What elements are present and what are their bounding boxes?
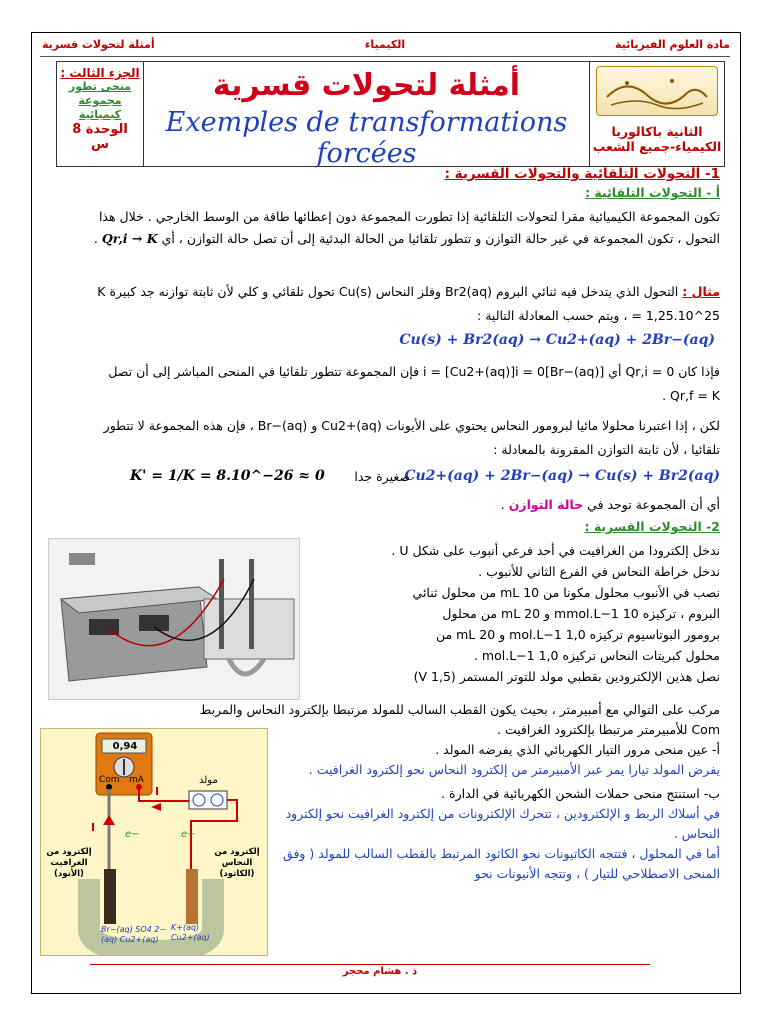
hours-label: س bbox=[91, 137, 109, 152]
question-b: ب- استنتج منحى حملات الشحن الكهربائية في الدارة . bbox=[441, 786, 720, 801]
subject-label: مادة العلوم الفيزيائية bbox=[614, 38, 730, 51]
answer-a: يفرض المولد تيارا يمر عبر الأمبيرمتر من إلكترود النحاس نحو إلكترود الغرافيت . bbox=[308, 762, 720, 777]
electron-label-right: e− bbox=[181, 829, 196, 840]
para-spontaneous: تكون المجموعة الكيميائية مقرا لتحولات التلقائية إذا تطورت المجموعة دون إعطائها طاقة من الوسط الخارجي . خلال هذا التحول ، تكون المجموعة في غير حالة التوازن و تتطور تلقائيا من الحالة البدئية إلى أن تصل حالة التوازن ، أي Qr,i → K . bbox=[93, 209, 720, 246]
current-label-top: I bbox=[155, 785, 160, 798]
apparatus-illustration bbox=[49, 539, 299, 699]
section1-heading: 1- التحولات التلقائية والتحولات القسرية : bbox=[444, 166, 720, 182]
level-label: الثانية باكالوريا bbox=[611, 124, 703, 139]
para-direct: فإذا كان Qr,i = 0 أي [Br−(aq)]i = [Cu2+(aq)]i = 0 فإن المجموعة تتطور تلقائيا في المنحى المباشر إلى أن تصل Qr,f = K . bbox=[108, 364, 720, 403]
ions-right: K+(aq) Cu2+(aq) bbox=[171, 923, 210, 942]
para-equilibrium: أي أن المجموعة توجد في حالة التوازن . bbox=[500, 497, 720, 512]
title-arabic: أمثلة لتحولات قسرية bbox=[212, 68, 521, 103]
title-box bbox=[143, 61, 590, 167]
graphite-electrode-label: إلكترود من الغرافيت (الأنود) bbox=[46, 847, 92, 879]
circuit-figure bbox=[40, 728, 268, 956]
chapter-label: أمثلة لتحولات قسرية bbox=[42, 38, 155, 51]
equation-1: Cu(s) + Br2(aq) → Cu2+(aq) + 2Br−(aq) bbox=[399, 332, 715, 348]
section2-sub: 2- التحولات القسرية : bbox=[584, 519, 720, 534]
ions-left: Br−(aq) SO4 2−(aq) Cu2+(aq) bbox=[101, 925, 167, 944]
current-label-left: I bbox=[91, 821, 96, 834]
footer-rule bbox=[90, 964, 650, 965]
ammeter-com-label: Com bbox=[99, 775, 120, 785]
para-copper-bromide: لكن ، إذا اعتبرنا محلولا مائيا لبرومور النحاس يحتوي على الأيونات Cu2+(aq) و Br−(aq) ، فإن هذه المجموعة لا تتطور تلقائيا ، لأن ثابتة التوازن المقرونة بالمعادلة : bbox=[103, 418, 720, 457]
copper-electrode-label: إلكترود من النحاس (الكاثود) bbox=[214, 847, 260, 879]
equation-2-row bbox=[130, 468, 720, 490]
answer-b2: أما في المحلول ، فتتجه الكاتيونات نحو الكاثود المرتبط بالقطب السالب للمولد ( وفق المنحى الاصطلاحي للتيار ) ، وتتجه الأنيونات نحو bbox=[283, 846, 720, 881]
electron-label-left: e− bbox=[125, 829, 140, 840]
ammeter-ma-label: mA bbox=[129, 775, 144, 785]
header-rule bbox=[40, 56, 730, 57]
equation-k-prime: K' = 1/K = 8.10^−26 ≈ 0 bbox=[130, 468, 325, 484]
basmala-calligraphy bbox=[596, 66, 718, 116]
unit-label: الوحدة 8 bbox=[72, 122, 128, 137]
level-box bbox=[589, 61, 725, 167]
generator-label: مولد bbox=[199, 775, 218, 786]
ammeter-reading: 0,94 bbox=[112, 741, 138, 752]
section1-sub: أ - التحولات التلقائية : bbox=[585, 185, 720, 200]
footer-author: ذ . هشام محجر bbox=[342, 966, 418, 977]
eq2-small-label: صغيرة جدا bbox=[354, 469, 410, 484]
procedure-text-3: Com للأمبيرمتر مرتبطا بإلكترود الغرافيت . أ- عين منحى مرور التيار الكهربائي الذي يفرضه المولد . يفرض المولد تيارا يمر عبر الأمبيرمتر من إلكترود النحاس نحو إلكترود الغرافيت . ب- استنتج منحى حملات الشحن الكهربائية في الدارة . في أسلاك الربط و الإلكترودين ، تتحرك الإلكترونات من إلكترود الغرافيت نحو إلكترود النحاس . أما في المحلول ، فتتجه الكاتيونات نحو الكاثود المرتبط بالقطب السالب للمولد ( وفق المنحى الاصطلاحي للتيار ) ، وتتجه الأنيونات نحو bbox=[280, 720, 720, 884]
part-subtitle: منحى تطور مجموعة كيميائية bbox=[68, 80, 132, 121]
para-example: مثال : التحول الذي يتدخل فيه ثنائي البروم Br2(aq) وفلز النحاس Cu(s) تحول تلقائي و كلي لأن ثابتة توازنه جد كبيرة K = 1,25.10^25 ، ويتم حسب المعادلة التالية : bbox=[97, 284, 720, 323]
apparatus-photo bbox=[48, 538, 300, 700]
topic-label: الكيمياء bbox=[364, 38, 406, 51]
procedure-text: ندخل إلكترودا من الغرافيت في أحد فرعي أنبوب على شكل U . ندخل خراطة النحاس في الفرع الثاني للأنبوب . نصب في الأنبوب محلول مكونا من 10 mL من محلول ثنائي البروم ، تركيزه 10 mmol.L−1 و 20 mL من محلول برومور البوتاسيوم تركيزه 1,0 mol.L−1 و 20 mL من محلول كبريتات النحاس تركيزه 1,0 mol.L−1 . نصل هذين الإلكترودين بقطبي مولد للتوتر المستمر (1,5 V) bbox=[391, 543, 720, 684]
part-box bbox=[56, 61, 144, 167]
procedure-text-2: مركب على التوالي مع أمبيرمتر ، بحيث يكون القطب السالب للمولد مرتبطا بإلكترود النحاس والمربط bbox=[199, 702, 720, 717]
equation-2: Cu2+(aq) + 2Br−(aq) → Cu(s) + Br2(aq) bbox=[404, 468, 720, 484]
stream-label: الكيمياء-جميع الشعب bbox=[592, 139, 722, 154]
answer-b1: في أسلاك الربط و الإلكترودين ، تتحرك الإلكترونات من إلكترود الغرافيت نحو إلكترود النحاس . bbox=[285, 806, 720, 841]
part-title: الجزء الثالث : bbox=[60, 66, 140, 80]
title-french: Exemples de transformations forcées bbox=[165, 107, 568, 169]
